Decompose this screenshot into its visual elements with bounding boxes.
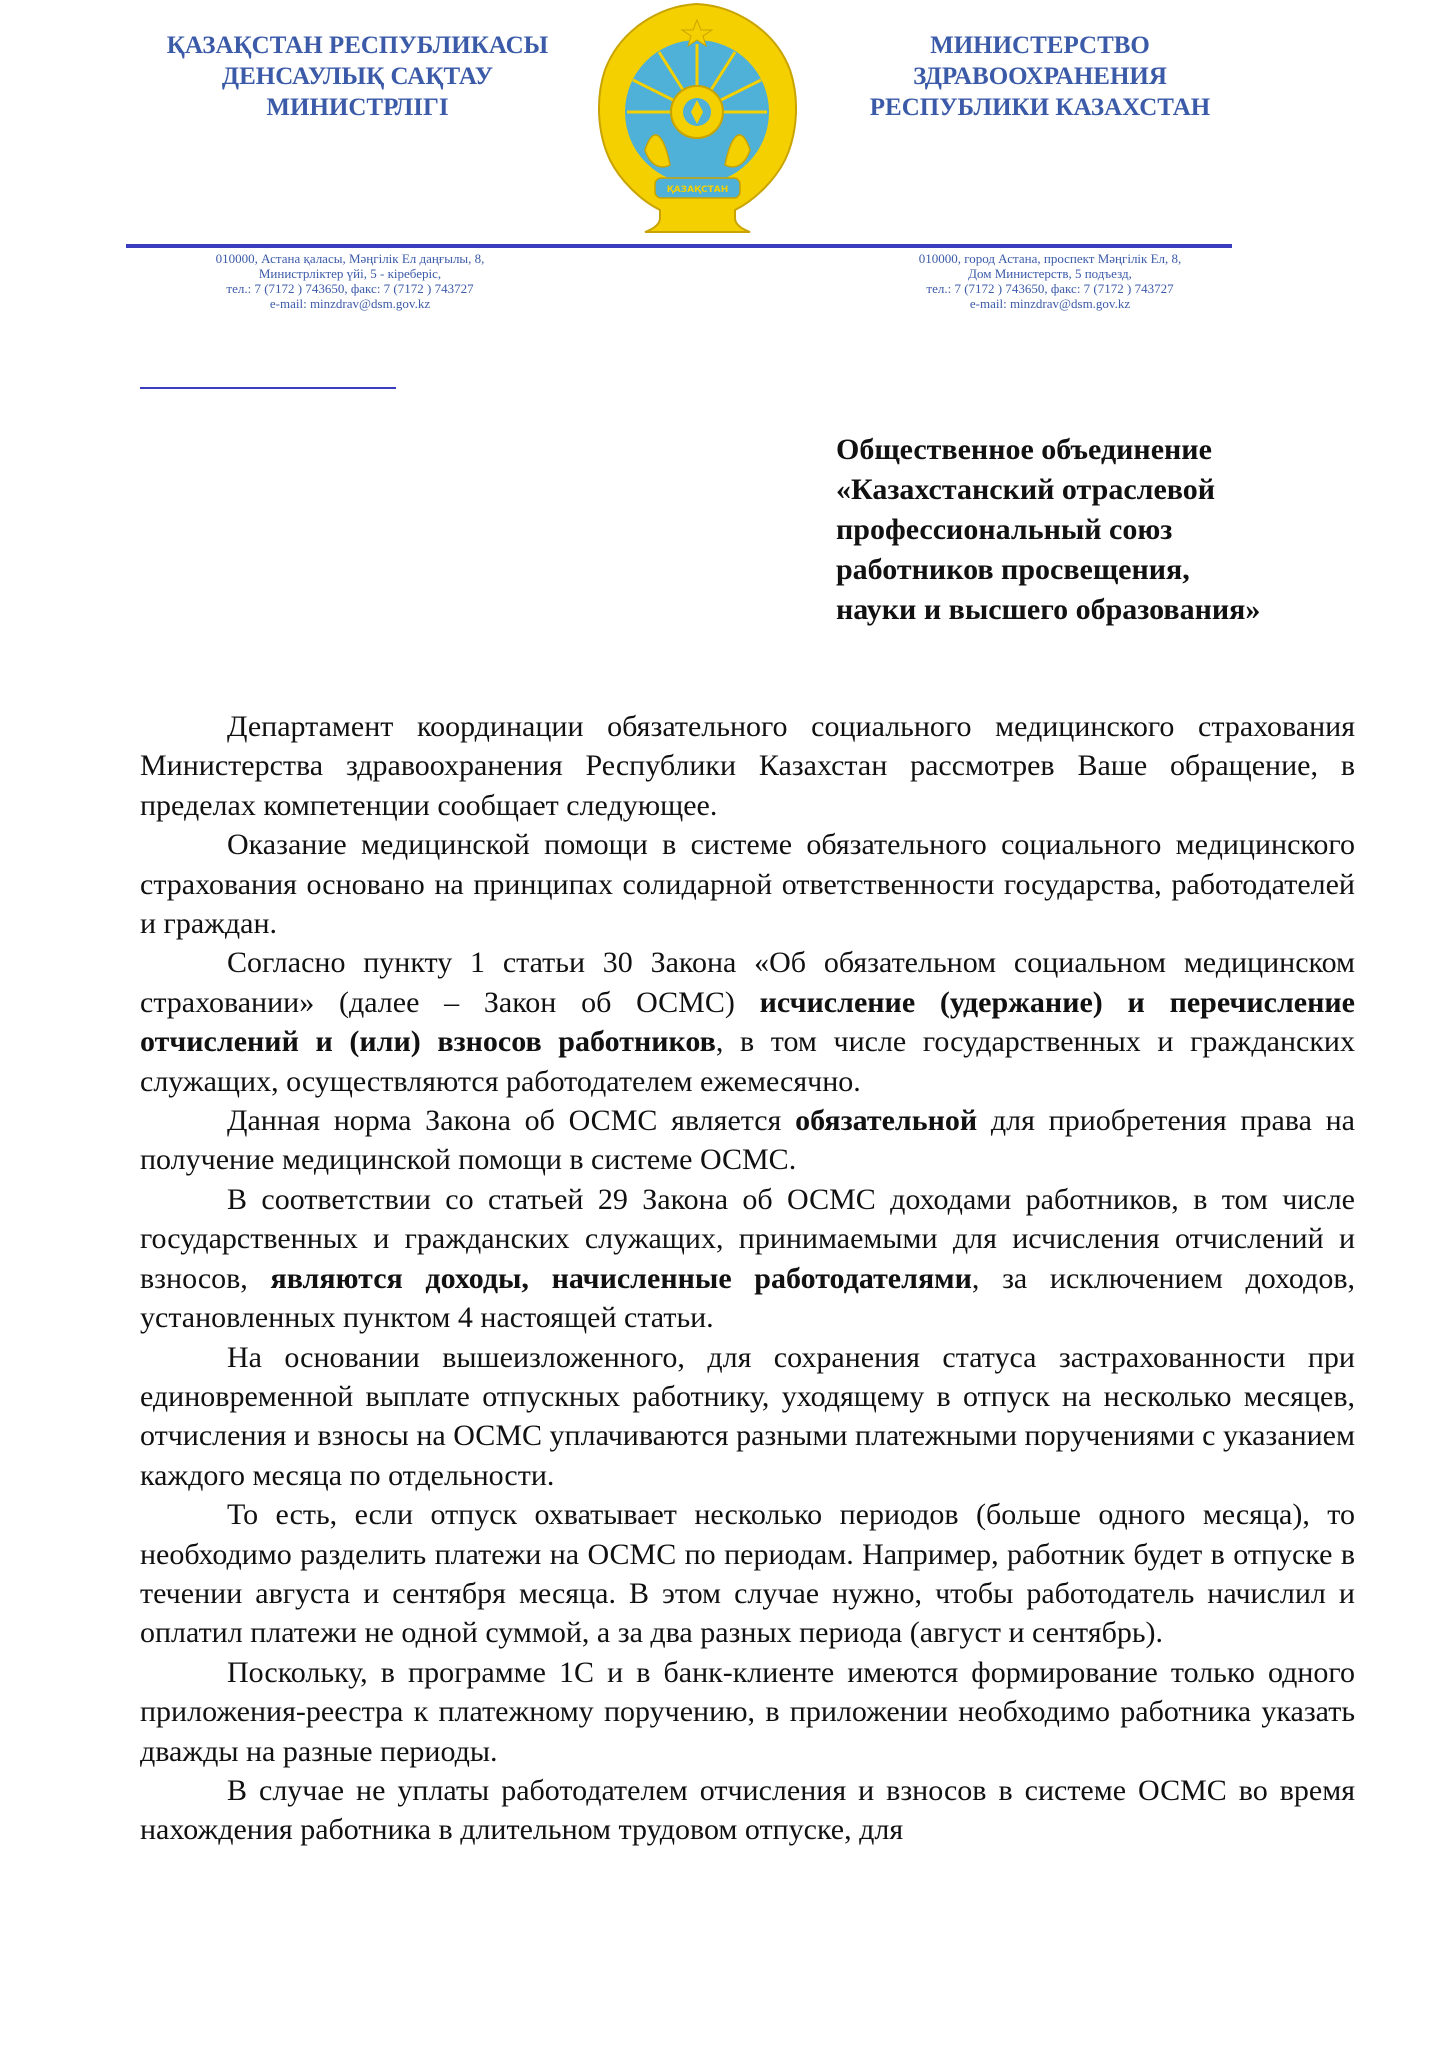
paragraph-4-text-c: для приобретения права на получение медицинской помощи в системе ОСМС. bbox=[140, 1104, 1355, 1177]
paragraph-7: То есть, если отпуск охватывает несколько периодов (больше одного месяца), то необходимо разделить платежи на ОСМС по периодам. Например, работник будет в отпуске в течении августа и сентября месяца. В этом случае нужно, чтобы работодатель начислил и оплатил платежи не одной суммой, а за два разных периода (август и сентябрь). bbox=[140, 1498, 1355, 1650]
state-emblem-icon bbox=[585, 0, 810, 235]
address-ru-email: e-mail: minzdrav@dsm.gov.kz bbox=[969, 296, 1131, 311]
ministry-name-kz-line-2: ДЕНСАУЛЫҚ САҚТАУ bbox=[221, 63, 494, 90]
recipient-block bbox=[836, 430, 1356, 630]
address-kz-line-2: Министрліктер үйі, 5 - кіреберіс, bbox=[258, 266, 442, 281]
registration-number-line bbox=[140, 387, 396, 389]
address-ru-line-1: 010000, город Астана, проспект Мәңгілік Ел, 8, bbox=[918, 251, 1182, 266]
paragraph-4-text-a: Данная норма Закона об ОСМС является bbox=[227, 1104, 796, 1138]
address-ru-line-3: тел.: 7 (7172 ) 743650, факс: 7 (7172 ) 743727 bbox=[926, 281, 1174, 296]
paragraph-8: Поскольку, в программе 1С и в банк-клиенте имеются формирование только одного приложения-реестра к платежному поручению, в приложении необходимо работника указать дважды на разные периоды. bbox=[140, 1655, 1355, 1768]
address-kz bbox=[170, 251, 530, 311]
letter-body bbox=[140, 707, 1355, 1850]
paragraph-3-text-c: , в том числе государственных и гражданских служащих, осуществляются работодателем ежемесячно. bbox=[140, 1025, 1355, 1098]
paragraph-6: На основании вышеизложенного, для сохранения статуса застрахованности при единовременной выплате отпускных работнику, уходящему в отпуск на несколько месяцев, отчисления и взносы на ОСМС уплачиваются разными платежными поручениями с указанием каждого месяца по отдельности. bbox=[140, 1340, 1355, 1492]
address-kz-line-3: тел.: 7 (7172 ) 743650, факс: 7 (7172 ) 743727 bbox=[226, 281, 474, 296]
paragraph-1: Департамент координации обязательного социального медицинского страхования Министерства здравоохранения Республики Казахстан рассмотрев Ваше обращение, в пределах компетенции сообщает следующее. bbox=[140, 710, 1355, 822]
address-kz-email: e-mail: minzdrav@dsm.gov.kz bbox=[269, 296, 431, 311]
ministry-name-ru-line-3: РЕСПУБЛИКИ КАЗАХСТАН bbox=[869, 94, 1211, 121]
paragraph-2: Оказание медицинской помощи в системе обязательного социального медицинского страхования основано на принципах солидарной ответственности государства, работодателей и граждан. bbox=[140, 828, 1355, 941]
paragraph-5-bold: являются доходы, начисленные работодателями bbox=[270, 1261, 972, 1295]
paragraph-3 bbox=[140, 943, 1355, 1101]
paragraph-3-text-a: Согласно пункту 1 статьи 30 Закона «Об обязательном социальном медицинском страховании» (далее – Закон об ОСМС) bbox=[140, 946, 1355, 1019]
recipient-line-2: «Казахстанский отраслевой bbox=[836, 473, 1216, 506]
emblem-ribbon-text: ҚАЗАҚСТАН bbox=[666, 185, 729, 195]
paragraph-5-text-a: В соответствии со статьей 29 Закона об ОСМС доходами работников, в том числе государственных и гражданских служащих, принимаемыми для исчисления отчислений и взносов, bbox=[140, 1182, 1355, 1295]
paragraph-4 bbox=[140, 1101, 1355, 1180]
ministry-name-ru-line-2: ЗДРАВООХРАНЕНИЯ bbox=[913, 63, 1167, 90]
paragraph-9: В случае не уплаты работодателем отчисления и взносов в системе ОСМС во время нахождения работника в длительном трудовом отпуске, для bbox=[140, 1773, 1355, 1847]
address-kz-line-1: 010000, Астана қаласы, Мәңгілік Ел даңғылы, 8, bbox=[215, 251, 485, 266]
ministry-name-ru bbox=[820, 30, 1260, 123]
ministry-name-kz bbox=[130, 30, 585, 123]
paragraph-5-text-c: , за исключением доходов, установленных пунктом 4 настоящей статьи. bbox=[140, 1261, 1355, 1335]
paragraph-4-bold: обязательной bbox=[795, 1104, 978, 1138]
paragraph-3-bold: исчисление (удержание) и перечисление отчислений и (или) взносов работников bbox=[140, 985, 1355, 1059]
recipient-line-4: работников просвещения, bbox=[836, 553, 1190, 586]
recipient-line-5: науки и высшего образования» bbox=[836, 593, 1261, 626]
recipient-line-3: профессиональный союз bbox=[836, 513, 1173, 546]
ministry-name-ru-line-1: МИНИСТЕРСТВО bbox=[930, 32, 1150, 59]
ministry-name-kz-line-3: МИНИСТРЛІГІ bbox=[266, 94, 449, 121]
address-ru bbox=[875, 251, 1225, 311]
paragraph-5 bbox=[140, 1180, 1355, 1338]
address-ru-line-2: Дом Министерств, 5 подъезд, bbox=[968, 266, 1132, 281]
recipient-line-1: Общественное объединение bbox=[836, 433, 1212, 466]
ministry-name-kz-line-1: ҚАЗАҚСТАН РЕСПУБЛИКАСЫ bbox=[166, 32, 549, 59]
header-rule bbox=[126, 244, 1232, 248]
